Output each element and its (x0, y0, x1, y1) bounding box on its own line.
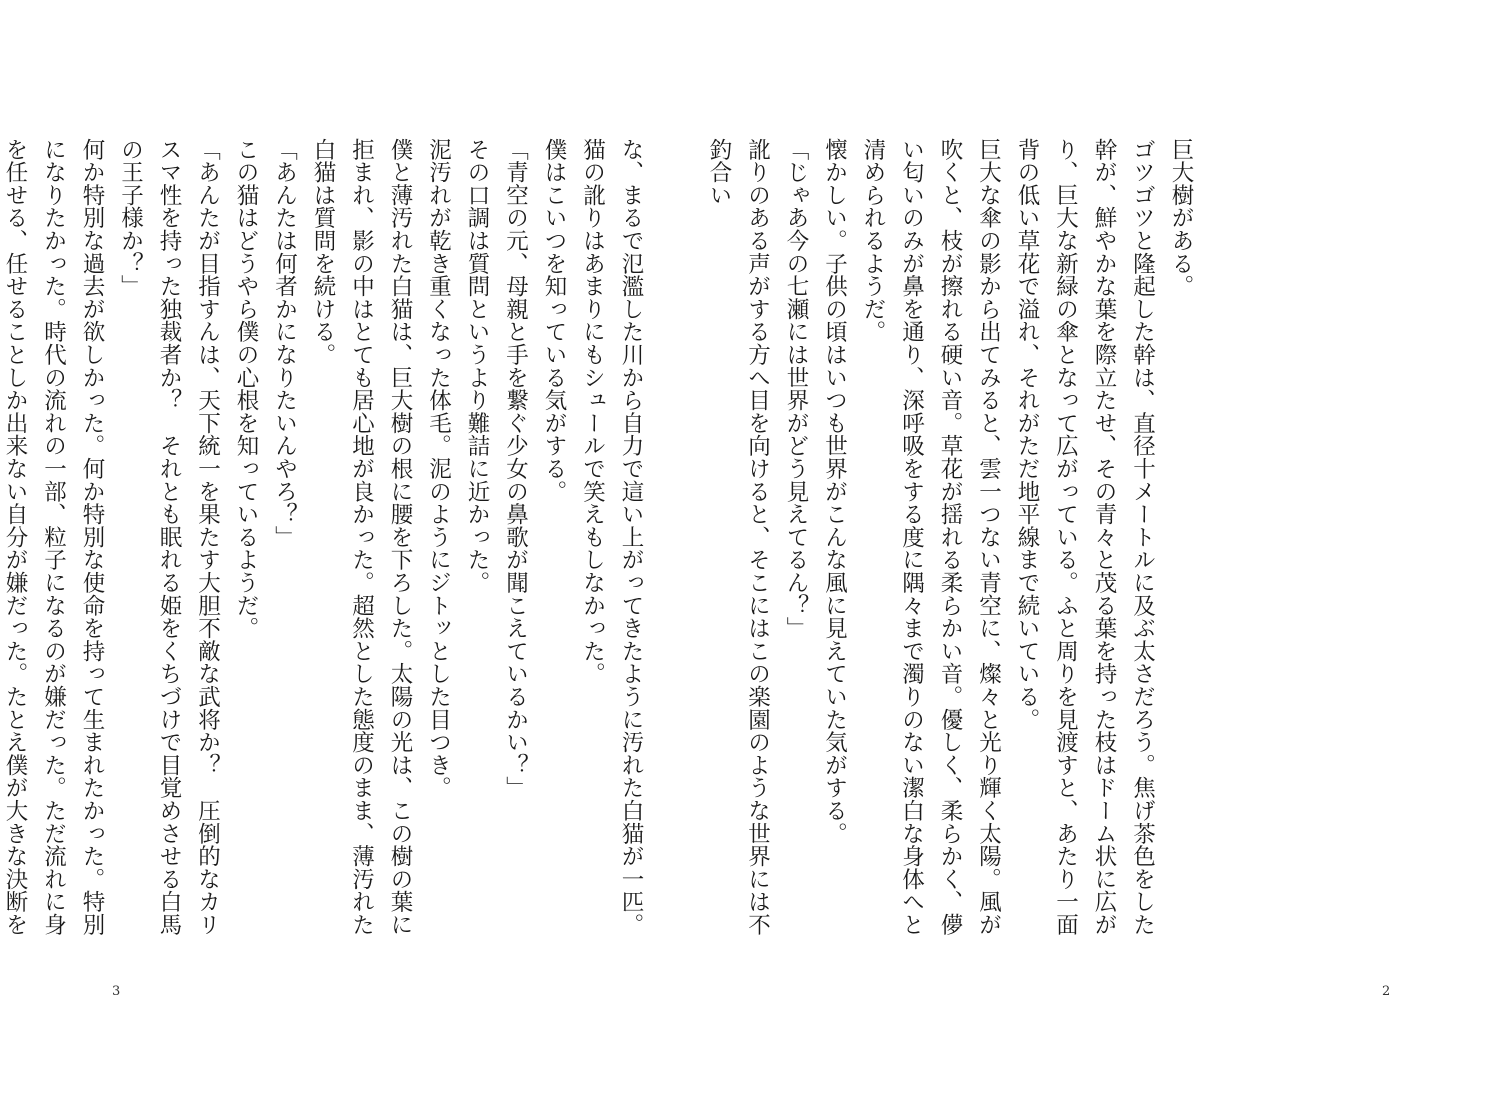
left-page-text (2, 138, 650, 958)
paragraph: ゴツゴツと隆起した幹は、直径十メートルに及ぶ太さだろう。焦げ茶色をした幹が、鮮やかな葉を際立たせ、その青々と茂る葉を持った枝はドーム状に広がり、巨大な新緑の傘となって広がっている。ふと周りを見渡すと、あたり一面背の低い草花で溢れ、それがただ地平線まで続いている。 (1014, 138, 1156, 936)
paragraph: 「青空の元、母親と手を繋ぐ少女の鼻歌が聞こえているかい？」 (502, 138, 529, 800)
paragraph: 「じゃあ今の七瀬には世界がどう見えてるん？」 (783, 138, 809, 640)
paragraph: 「あんたは何者かになりたいんやろ？」 (271, 138, 298, 549)
paragraph: 泥汚れが乾き重くなった体毛。泥のようにジトッとした目つき。 (425, 138, 452, 800)
paragraph: な、まるで氾濫した川から自力で這い上がってきたように汚れた白猫が一匹。猫の訛りはあまりにもシュールで笑えもしなかった。 (579, 138, 644, 936)
right-page (706, 0, 1500, 1102)
paragraph: 懐かしい。子供の頃はいつも世界がこんな風に見えていた気がする。 (821, 138, 848, 845)
paragraph: 訛りのある声がする方へ目を向けると、そこにはこの楽園のような世界には不釣合い (706, 138, 771, 936)
page-number: 3 (112, 984, 121, 999)
paragraph: 「あんたが目指すんは、天下統一を果たす大胆不敵な武将か？ 圧倒的なカリスマ性を持った独裁者か？ それとも眠れる姫をくちづけで目覚めさせる白馬の王子様か？」 (117, 138, 221, 936)
right-page-text (706, 138, 1200, 958)
paragraph: その口調は質問というより難詰に近かった。 (464, 138, 490, 594)
paragraph: この猫はどうやら僕の心根を知っているようだ。 (233, 138, 259, 640)
paragraph: 巨大な傘の影から出てみると、雲一つない青空に、燦々と光り輝く太陽。風が吹くと、枝が擦れる硬い音。草花が揺れる柔らかい音。優しく、柔らかく、儚い匂いのみが鼻を通り、深呼吸をする度に隅々まで濁りのない潔白な身体へと清められるようだ。 (860, 138, 1002, 936)
page-number: 2 (1382, 984, 1391, 999)
paragraph: 何か特別な過去が欲しかった。何か特別な使命を持って生まれたかった。特別になりたかった。時代の流れの一部、粒子になるのが嫌だった。ただ流れに身を任せる、任せることしか出来ない自分が嫌だった。たとえ僕が大きな決断を (2, 138, 105, 936)
paragraph: 僕と薄汚れた白猫は、巨大樹の根に腰を下ろした。太陽の光は、この樹の葉に拒まれ、影の中はとても居心地が良かった。超然とした態度のまま、薄汚れた白猫は質問を続ける。 (310, 138, 413, 936)
paragraph: 僕はこいつを知っている気がする。 (541, 138, 567, 503)
paragraph: 巨大樹がある。 (1168, 138, 1194, 298)
